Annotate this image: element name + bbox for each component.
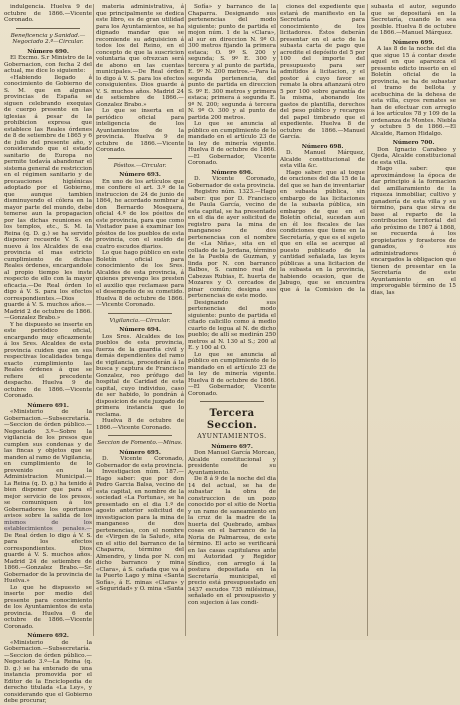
paragraph: Lo que se anuncia al público en cumplimiento de lo mandado en el artículo 23 de la ley de minería vigente. Huelva 8 de octubre de 1866.—El Gobernador, Vicente Coronado. [188, 351, 276, 397]
notice-number: Número 700. [392, 140, 435, 146]
section-heading: Pósitos.—Circular. [113, 162, 167, 169]
column-3 [188, 4, 276, 636]
paragraph: Y he dispuesto se inserte en este periódico oficial, encargando muy eficazmente á los Sres. Alcaldes de esta provincia cuiden que en sus respectivas localidades tenga exacto cumplimiento las Reales órdenes á que se refiere el precedente despacho. Huelva 9 de octubre de 1866.—Vicente Coronado. [4, 321, 92, 399]
paragraph: D. Vicente Coronado, Gobernador de esta provincia. [188, 176, 276, 189]
notice-number: Número 695. [119, 449, 161, 456]
paragraph: Hago saber: que al toque de oraciones del dia 15 de la del que se han de inventariar en subasta pública, sin embargo de las licitaciones de la subasta pública, sin embargo de que en el Boletín oficial, sucedan aun en él los fiscales de las condiciones que tiene en la Secretaría, y que es el sujeto que en ella se acerque al puesto publicado de la cantidad señalada, las leyes públicas a una licitacion de la subasta en la provincia, habiendo ocasion, que de Jabugo, que se encuentra que á la Comision de la subasta el autor, segundo que se depositará en la Secretaría, cuando le sea posible. Huelva 8 de octubre de 1866.—Manuel Márquez. [280, 4, 456, 293]
notice-number: Número 694. [119, 327, 161, 333]
paragraph: «Ministerio de la Gobernacion.—Subsecretaría.—Seccion de órden público.—Negociado 3.º—Sobre la vigilancia de los presos que cumplen sus condenas y de las fincas y objetos que se manden al ramo de Vigilancia, en cumplimiento de lo prevenido en la Administracion Municipal.—La Reina (q. D. g.) ha tenido á bien disponer que para el mejor servicio de los presos, se comuniquen á los Gobernadores los oportunos avisos sobre la salida de los mismos de los establecimientos penales.—De Real órden lo digo á V. S. para los efectos correspondientes. Dios guarde á V. S. muchos años. Madrid 24 de setiembre de 1866.—Gonzalez Brabo.—Sr. Gobernador de la provincia de Huelva.» [4, 409, 92, 584]
paragraph: A las 8 de la noche del dia que sigue 15 á contar desde aquel en que aparezca el presente edicto inserto en el Boletín oficial de la provincia, se ha de subastar el tramo de bellota y acebuchina de la dehesa de esta villa, cuyos remates se han de efectuar con arreglo á los artículos 78 y 109 de la ordenanza de Montes. Niebla y octubre 5 de 1866.—El Alcalde, Ramon Hidalgo. [371, 46, 456, 137]
ink-stain [4, 518, 90, 532]
paragraph: Don Ignacio Carabeo y Ojeda, Alcalde constitucional de esta villa. [371, 146, 456, 166]
section-heading: Seccion de Fomento.—Minas. [97, 440, 183, 446]
notice-number: Número 693. [119, 172, 161, 178]
paragraph: Huelva 8 de octubre de 1866.—Vicente Coronado. [96, 418, 184, 431]
notice-number: Número 692. [27, 633, 69, 639]
paragraph: Investigacion núm. 187.—Hago saber: que por don Pedro Garcia Balsa, vecino de esta capital, en nombre de la sociedad «La Fortuna», se ha presentado en el dia 1.º de agosto anterior solicitud de investigacion para la mina de manganeso de dos pertenencias, con el nombre de «Virgen de la Salud», sita en el sitio del barranco de la Chaparra, término del Almendro, y linda por N. con dicho barranco y mina «Clara», á S. cañada que va á la Puerto Lago y mina «Santa Sofía», á E. minas «Clara» y «Seguridad» y O. mina «Santa [96, 469, 184, 592]
paragraph: Lo que se anuncia al público en cumplimiento de lo mandado en el artículo 23 de la ley de minería vigente. Huelva 8 de octubre de 1866.—El Gobernador, Vicente Coronado. [188, 121, 276, 166]
notice-number: Número 697. [211, 443, 253, 450]
column-1 [4, 4, 92, 704]
paragraph: Registro núm. 1323.—Hago saber: que por D. Francisco de Paula García, vecino de esta capital, se ha presentado en el dia de ayer solicitud de registro para la mina de manganeso de dos pertenencias con el nombre de «La Niña», sita en el collado de la Jordana, término de la Puebla de Guzman, y linda por N. con barranco Balbos, S. camino real de Cabezas Rubias, E. huerta de Mozares y O. cercados de pinar común; designa sus pertenencias de este modo. [188, 189, 276, 299]
paragraph: Lo que he dispuesto se inserte por medio del presente para conocimiento de los Ayuntamientos de esta provincia. Huelva 6 de octubre de 1866.—Vicente Coronado. [4, 584, 92, 630]
paragraph: En uno de los artículos que me confiere el art. 3.º de la instruccion de 24 de junio de 1864, he acordado nombrar á don Bernardo Mosquera, oficial 4.º de los pósitos de este provincia, para que como Visitador pase á examinar los pósitos de los pueblos de esta provincia, con el sueldo de cuatro escudos diarios. [96, 178, 184, 250]
paragraph: ciones del expediente que estará de manifiesto en la Secretaría para conocimiento de los licitadores. Éstos deberán presentar en el acto de la subasta carta de pago que acredite el depósito del 5 por 100 del importe del presupuesto para ser admitidos á licitacion, y el postor á cuyo favor se remate la obra afianzará otro 5 por 100 sobre garantía de la misma, abonando los gastos de plantilla, derechos del peso público y recargos del papel timbrado que el expediente. Huelva 8 de octubre de 1866.—Manuel García. [280, 4, 365, 140]
divider [108, 313, 172, 314]
paragraph: materia administrativa, á que principalmente se dedica este libro, es de gran utilidad para los Ayuntamientos, se ha dignado mandar que se recomiende su adquisicion á todos los del Reino, en el concepto de que la suscricion voluntaria que ofrezcan será de abono en las cuentas municipales.—De Real órden lo digo á V. S. para los efectos consiguientes. Dios guarde á V. S. muchos años. Madrid 24 de setiembre de 1866.—Gonzalez Brabo.» [96, 4, 184, 108]
notice-number: Número 698. [301, 143, 344, 150]
section-heading: Vigilancia.—Circular. [109, 317, 171, 324]
paragraph: Sofía» y barranco de la Chaparra. Designando sus pertenencias del modo siguiente: punto de partida el mojon núm. 1 de la «Clara», al sur en direccion N. 9º O. 300 metros fijando la primera estaca; O. 9º S. 200 y segunda; S. 9º E. 300 y tercera y al punto de partida, E. 9º N. 200 metros.—Para la segunda pertenencia, del punto de partida en direccion S. 9º E. 300 metros y primera estaca; primera á segunda E. 9º N. 200; segunda á tercera N. 9º O. 300 y al punto de partida 200 metros. [188, 4, 276, 121]
divider [200, 401, 264, 402]
paragraph: Don Manuel García Morcao, Alcalde constitucional y presidente de su Ayuntamiento. [188, 450, 276, 476]
paragraph: Designando sus pertenencias del modo siguiente: punto de partida el citado calicillo como á medio cuarto de legua al N. de dicho pueblo; de allí se medirán 250 metros al N. 130 al S.; 200 al E. y 100 al O. [188, 299, 276, 351]
paragraph: «Ministerio de la Gobernacion.—Subsecretaría.—Seccion de órden público.—Negociado 3.º—La Reina (q. D. g.) se ha enterado de una instancia promovida por el Editor de la Enciclopedia de derecho titulada «La Ley», y considerando que el Gobierno debe procurar, [4, 639, 92, 704]
paragraph: Los Sres. Alcaldes de los pueblos de esta provincia, fuerza de la guardia civil y demás dependientes del ramo de vigilancia, procederán á la busca y captura de Francisco Gonzalez, reo prófugo del hospital de Caridad de esta capital, cuyo individuo, caso de ser habido, lo pondrán á disposicion de este juzgado de primera instancia que lo reclama. [96, 333, 184, 418]
column-divider [93, 4, 94, 636]
column-4 [280, 4, 456, 636]
divider [16, 28, 80, 29]
section-subtitle: AYUNTAMIENTOS. [197, 433, 267, 440]
paragraph: indulgencia. Huelva 9 de octubre de 1866.—Vicente Coronado. [4, 4, 92, 23]
paragraph: D. Vicente Coronado, Gobernador de esta provincia. [96, 456, 184, 469]
paragraph: De 8 á 9 de la noche del dia 14 del actual, se ha de subastar la obra de construccion de un pozo conocido por el sitio de Nortia y un ramo de saneamiento en la cruz de la madre de la huerta del Quebrado, ambas cosas en el barranco de la Noria de Palmarosa, de este término. El acto se verificará en las casas capitulares ante mi Autoridad y Regidor Síndico, con arreglo á la postura depositada en la Secretaría municipal, el precio está presupuestado en 3437 escudos 735 milésimas, señalado en el presupuesto y con sujecion á las condi- [188, 476, 276, 606]
column-divider [367, 4, 368, 636]
paragraph: D. Manuel Márquez, Alcalde constitucional de esta villa &c. [280, 150, 365, 169]
section-heading: Beneficencia y Sanidad.—Negociado 2.º—Circular. [10, 32, 86, 45]
divider [108, 158, 172, 159]
notice-number: Número 691. [27, 402, 69, 409]
divider [108, 435, 172, 436]
notice-number: Número 690. [27, 48, 69, 55]
paragraph: Hago saber: que aproximándose la época de dar principio á la formacion del amillaramiento de la riqueza inmobiliar, cultivo y ganadería de esta villa y su término, para que sirva de base al reparto de la contribucion territorial del año próximo de 1867 á 1868, se recuerda á los propietarios y forasteros de ganados, ó sus administradores ó encargados la obligacion que tienen de presentar en la Secretaría de este Ayuntamiento en el improrogable término de 15 dias, las [371, 166, 456, 296]
section-title: Tercera Seccion. [206, 408, 258, 431]
notice-number: Número 699. [392, 39, 435, 46]
paragraph: El Excmo. S.r Ministro de la Gobernacion, con fecha 2 del actual, me dice lo siguiente: [4, 55, 92, 74]
paragraph: «Habiendo llegado á conocimiento de Gobierno de S. M. que en algunas provincias de España se siguen celebrando exequias de cuerpo presente en las iglesias á pesar de la prohibicion expresa que establece las Reales órdenes de 8 de setiembre de 1865 y 6 de julio del presente año, y considerando que el estado sanitario de Europa no permite todavía abandonar el sistema general de restriccion en el régimen sanitario y de precauciones higiénicas adoptado por el Gobierno, que aunque tambien disminuyendo el cólera en la mayor parte del mundo, debe temerse aun la propagacion por las dichas reuniones en los templos, etc., S. M. la Reina (q. D. g.) se ha servido disponer recuerde V. S. de nuevo á los Alcaldes de esa provincia el mas estricto cumplimiento de dichas Reales órdenes, encargandole al propio tiempo les inste respecto de ello con la mayor eficacia.—De Real órden lo digo á V. S. para los efectos correspondientes.—Dios guarde á V. S. muchos años.—Madrid 2 de octubre de 1866.—Gonzalez Brabo.» [4, 74, 92, 321]
column-2 [96, 4, 184, 636]
paragraph: Lo que hago público en este Boletín oficial para conocimiento de los Sres. Alcaldes de esta provincia, á quienes prevengo les presten el auxilio que reclamase para el desempeño de su cometido. Huelva 8 de octubre de 1866.—Vicente Coronado. [96, 250, 184, 308]
column-divider [277, 4, 278, 636]
notice-number: Número 696. [211, 169, 253, 176]
column-divider [185, 4, 186, 636]
paragraph: Lo que se inserta en el periódico oficial para inteligencia de los Ayuntamientos de la provincia. Huelva 9 de octubre de 1866.—Vicente Coronado. [96, 108, 184, 153]
